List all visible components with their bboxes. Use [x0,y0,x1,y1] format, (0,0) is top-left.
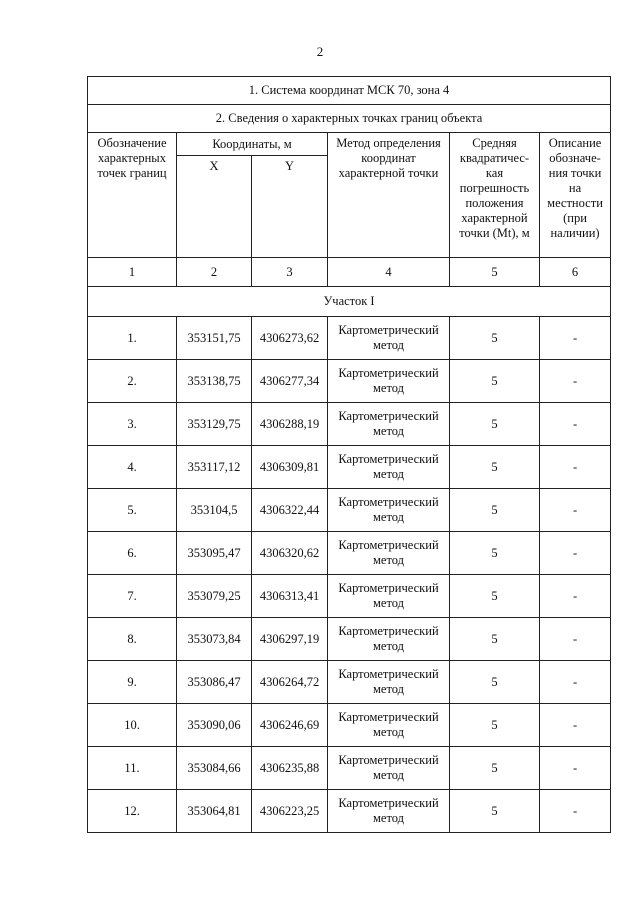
coord-x-cell: 353129,75 [177,403,252,446]
table-row [88,747,611,790]
description-cell: - [540,403,611,446]
coord-x-cell: 353079,25 [177,575,252,618]
error-cell: 5 [450,704,540,747]
column-number: 1 [88,258,177,287]
header-x: X [177,156,252,258]
coord-x-cell: 353090,06 [177,704,252,747]
coord-x-cell: 353151,75 [177,317,252,360]
method-cell: Картометрический метод [328,747,450,790]
boundary-points-table [87,76,611,833]
table-row [88,360,611,403]
point-number-cell: 6. [88,532,177,575]
table-row [88,790,611,833]
coord-y-cell: 4306322,44 [252,489,328,532]
description-cell: - [540,446,611,489]
method-cell: Картометрический метод [328,360,450,403]
method-cell: Картометрический метод [328,317,450,360]
error-cell: 5 [450,532,540,575]
description-cell: - [540,360,611,403]
table-row [88,403,611,446]
coord-x-cell: 353064,81 [177,790,252,833]
description-cell: - [540,532,611,575]
point-number-cell: 5. [88,489,177,532]
header-error: Средняя квадратичес-кая погрешность положения характерной точки (Mt), м [450,133,540,258]
description-cell: - [540,489,611,532]
coord-x-cell: 353117,12 [177,446,252,489]
coordinate-system-title: 1. Система координат МСК 70, зона 4 [88,77,611,105]
table-row [88,575,611,618]
table-row [88,704,611,747]
header-description: Описание обозначе-ния точки на местности (при наличии) [540,133,611,258]
point-number-cell: 9. [88,661,177,704]
coord-y-cell: 4306297,19 [252,618,328,661]
point-number-cell: 2. [88,360,177,403]
description-cell: - [540,704,611,747]
method-cell: Картометрический метод [328,403,450,446]
error-cell: 5 [450,317,540,360]
description-cell: - [540,575,611,618]
description-cell: - [540,618,611,661]
description-cell: - [540,790,611,833]
coord-x-cell: 353138,75 [177,360,252,403]
table-row [88,532,611,575]
point-number-cell: 8. [88,618,177,661]
method-cell: Картометрический метод [328,532,450,575]
error-cell: 5 [450,575,540,618]
method-cell: Картометрический метод [328,575,450,618]
point-number-cell: 4. [88,446,177,489]
point-number-cell: 10. [88,704,177,747]
coord-y-cell: 4306309,81 [252,446,328,489]
table-row [88,661,611,704]
column-number: 3 [252,258,328,287]
point-number-cell: 12. [88,790,177,833]
coord-x-cell: 353095,47 [177,532,252,575]
header-method: Метод определения координат характерной точки [328,133,450,258]
coord-x-cell: 353084,66 [177,747,252,790]
point-number-cell: 3. [88,403,177,446]
coord-y-cell: 4306273,62 [252,317,328,360]
description-cell: - [540,317,611,360]
error-cell: 5 [450,618,540,661]
method-cell: Картометрический метод [328,489,450,532]
coord-y-cell: 4306246,69 [252,704,328,747]
section-title: Участок I [88,287,611,317]
coord-y-cell: 4306277,34 [252,360,328,403]
error-cell: 5 [450,489,540,532]
error-cell: 5 [450,747,540,790]
table-row [88,446,611,489]
table-row [88,489,611,532]
error-cell: 5 [450,403,540,446]
error-cell: 5 [450,790,540,833]
coord-x-cell: 353104,5 [177,489,252,532]
page-number: 2 [316,44,324,59]
coord-y-cell: 4306313,41 [252,575,328,618]
method-cell: Картометрический метод [328,661,450,704]
column-number: 4 [328,258,450,287]
coord-x-cell: 353086,47 [177,661,252,704]
table-row [88,317,611,360]
description-cell: - [540,747,611,790]
table-row [88,618,611,661]
coord-x-cell: 353073,84 [177,618,252,661]
column-number: 6 [540,258,611,287]
coord-y-cell: 4306223,25 [252,790,328,833]
coord-y-cell: 4306235,88 [252,747,328,790]
method-cell: Картометрический метод [328,790,450,833]
error-cell: 5 [450,661,540,704]
method-cell: Картометрический метод [328,446,450,489]
points-info-title: 2. Сведения о характерных точках границ объекта [88,105,611,133]
error-cell: 5 [450,446,540,489]
method-cell: Картометрический метод [328,704,450,747]
column-number: 2 [177,258,252,287]
error-cell: 5 [450,360,540,403]
point-number-cell: 11. [88,747,177,790]
description-cell: - [540,661,611,704]
header-y: Y [252,156,328,258]
point-number-cell: 1. [88,317,177,360]
method-cell: Картометрический метод [328,618,450,661]
coord-y-cell: 4306288,19 [252,403,328,446]
coord-y-cell: 4306264,72 [252,661,328,704]
coord-y-cell: 4306320,62 [252,532,328,575]
point-number-cell: 7. [88,575,177,618]
column-number: 5 [450,258,540,287]
header-point: Обозначение характерных точек границ [88,133,177,258]
header-coordinates: Координаты, м [177,133,328,156]
